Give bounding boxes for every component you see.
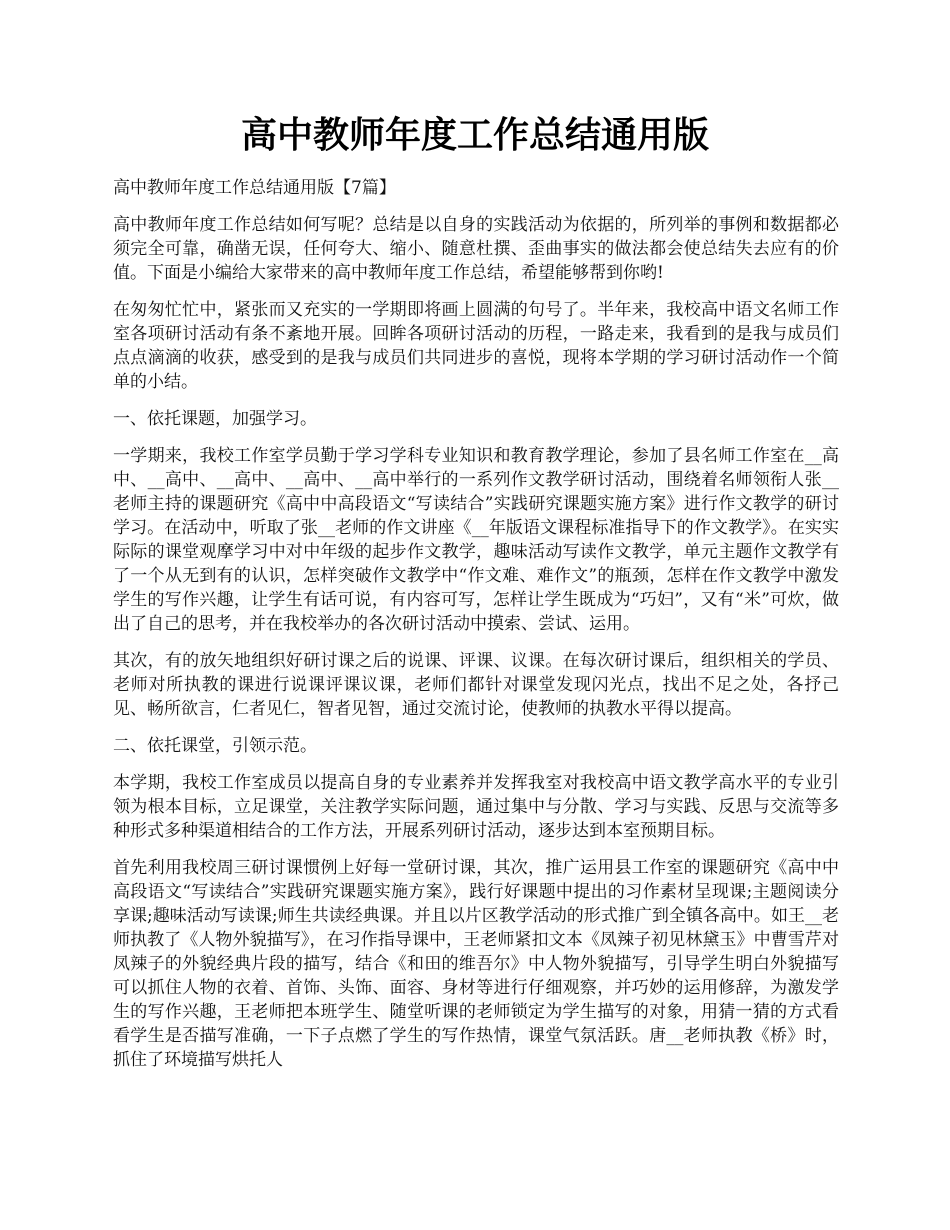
intro-paragraph: 高中教师年度工作总结如何写呢？总结是以自身的实践活动为依据的，所列举的事例和数据都必须完全可靠，确凿无误，任何夸大、缩小、随意杜撰、歪曲事实的做法都会使总结失去应有的价值。下面是小编给大家带来的高中教师年度工作总结，希望能够帮到你哟! [113, 215, 839, 283]
section-2-paragraph-1: 本学期，我校工作室成员以提高自身的专业素养并发挥我室对我校高中语文教学高水平的专业引领为根本目标，立足课堂，关注教学实际问题，通过集中与分散、学习与实践、反思与交流等多种形式多种渠道相结合的工作方法，开展系列研讨活动，逐步达到本室预期目标。 [113, 773, 839, 841]
opening-paragraph: 在匆匆忙忙中，紧张而又充实的一学期即将画上圆满的句号了。半年来，我校高中语文名师工作室各项研讨活动有条不紊地开展。回眸各项研讨活动的历程，一路走来，我看到的是我与成员们点点滴滴的收获，感受到的是我与成员们共同进步的喜悦，现将本学期的学习研讨活动作一个简单的小结。 [113, 300, 839, 392]
document-title: 高中教师年度工作总结通用版 [240, 114, 709, 156]
section-heading-1: 一、依托课题，加强学习。 [113, 409, 317, 429]
section-2-paragraph-2: 首先利用我校周三研讨课惯例上好每一堂研讨课，其次，推广运用县工作室的课题研究《高中中高段语文“写读结合”实践研究课题实施方案》，践行好课题中提出的习作素材呈现课;主题阅读分享课;趣味活动写读课;师生共读经典课。并且以片区教学活动的形式推广到全镇各高中。如王__老师执教了《人物外貌描写》，在习作指导课中，王老师紧扣文本《凤辣子初见林黛玉》中曹雪芹对凤辣子的外貌经典片段的描写，结合《和田的维吾尔》中人物外貌描写，引导学生明白外貌描写可以抓住人物的衣着、首饰、头饰、面容、身材等进行仔细观察，并巧妙的运用修辞，为激发学生的写作兴趣，王老师把本班学生、随堂听课的老师锁定为学生描写的对象，用猜一猜的方式看看学生是否描写准确，一下子点燃了学生的写作热情，课堂气氛活跃。唐__老师执教《桥》时，抓住了环境描写烘托人 [113, 858, 839, 1070]
document-body [113, 176, 839, 1085]
document-subtitle: 高中教师年度工作总结通用版【7篇】 [113, 178, 396, 198]
section-heading-2: 二、依托课堂，引领示范。 [113, 736, 317, 756]
section-1-paragraph-1: 一学期来，我校工作室学员勤于学习学科专业知识和教育教学理论，参加了县名师工作室在__高中、__高中、__高中、__高中、__高中举行的一系列作文教学研讨活动，围绕着名师领衔人张__老师主持的课题研究《高中中高段语文“写读结合”实践研究课题实施方案》进行作文教学的研讨学习。在活动中，听取了张__老师的作文讲座《__年版语文课程标准指导下的作文教学》。在实实际际的课堂观摩学习中对中年级的起步作文教学，趣味活动写读作文教学，单元主题作文教学有了一个从无到有的认识，怎样突破作文教学中“作文难、难作文”的瓶颈，怎样在作文教学中激发学生的写作兴趣，让学生有话可说，有内容可写，怎样让学生既成为“巧妇”，又有“米”可炊，做出了自己的思考，并在我校举办的各次研讨活动中摸索、尝试、运用。 [113, 446, 839, 634]
section-1-paragraph-2: 其次，有的放矢地组织好研讨课之后的说课、评课、议课。在每次研讨课后，组织相关的学员、老师对所执教的课进行说课评课议课，老师们都针对课堂发现闪光点，找出不足之处，各抒己见、畅所欲言，仁者见仁，智者见智，通过交流讨论，使教师的执教水平得以提高。 [113, 651, 839, 719]
